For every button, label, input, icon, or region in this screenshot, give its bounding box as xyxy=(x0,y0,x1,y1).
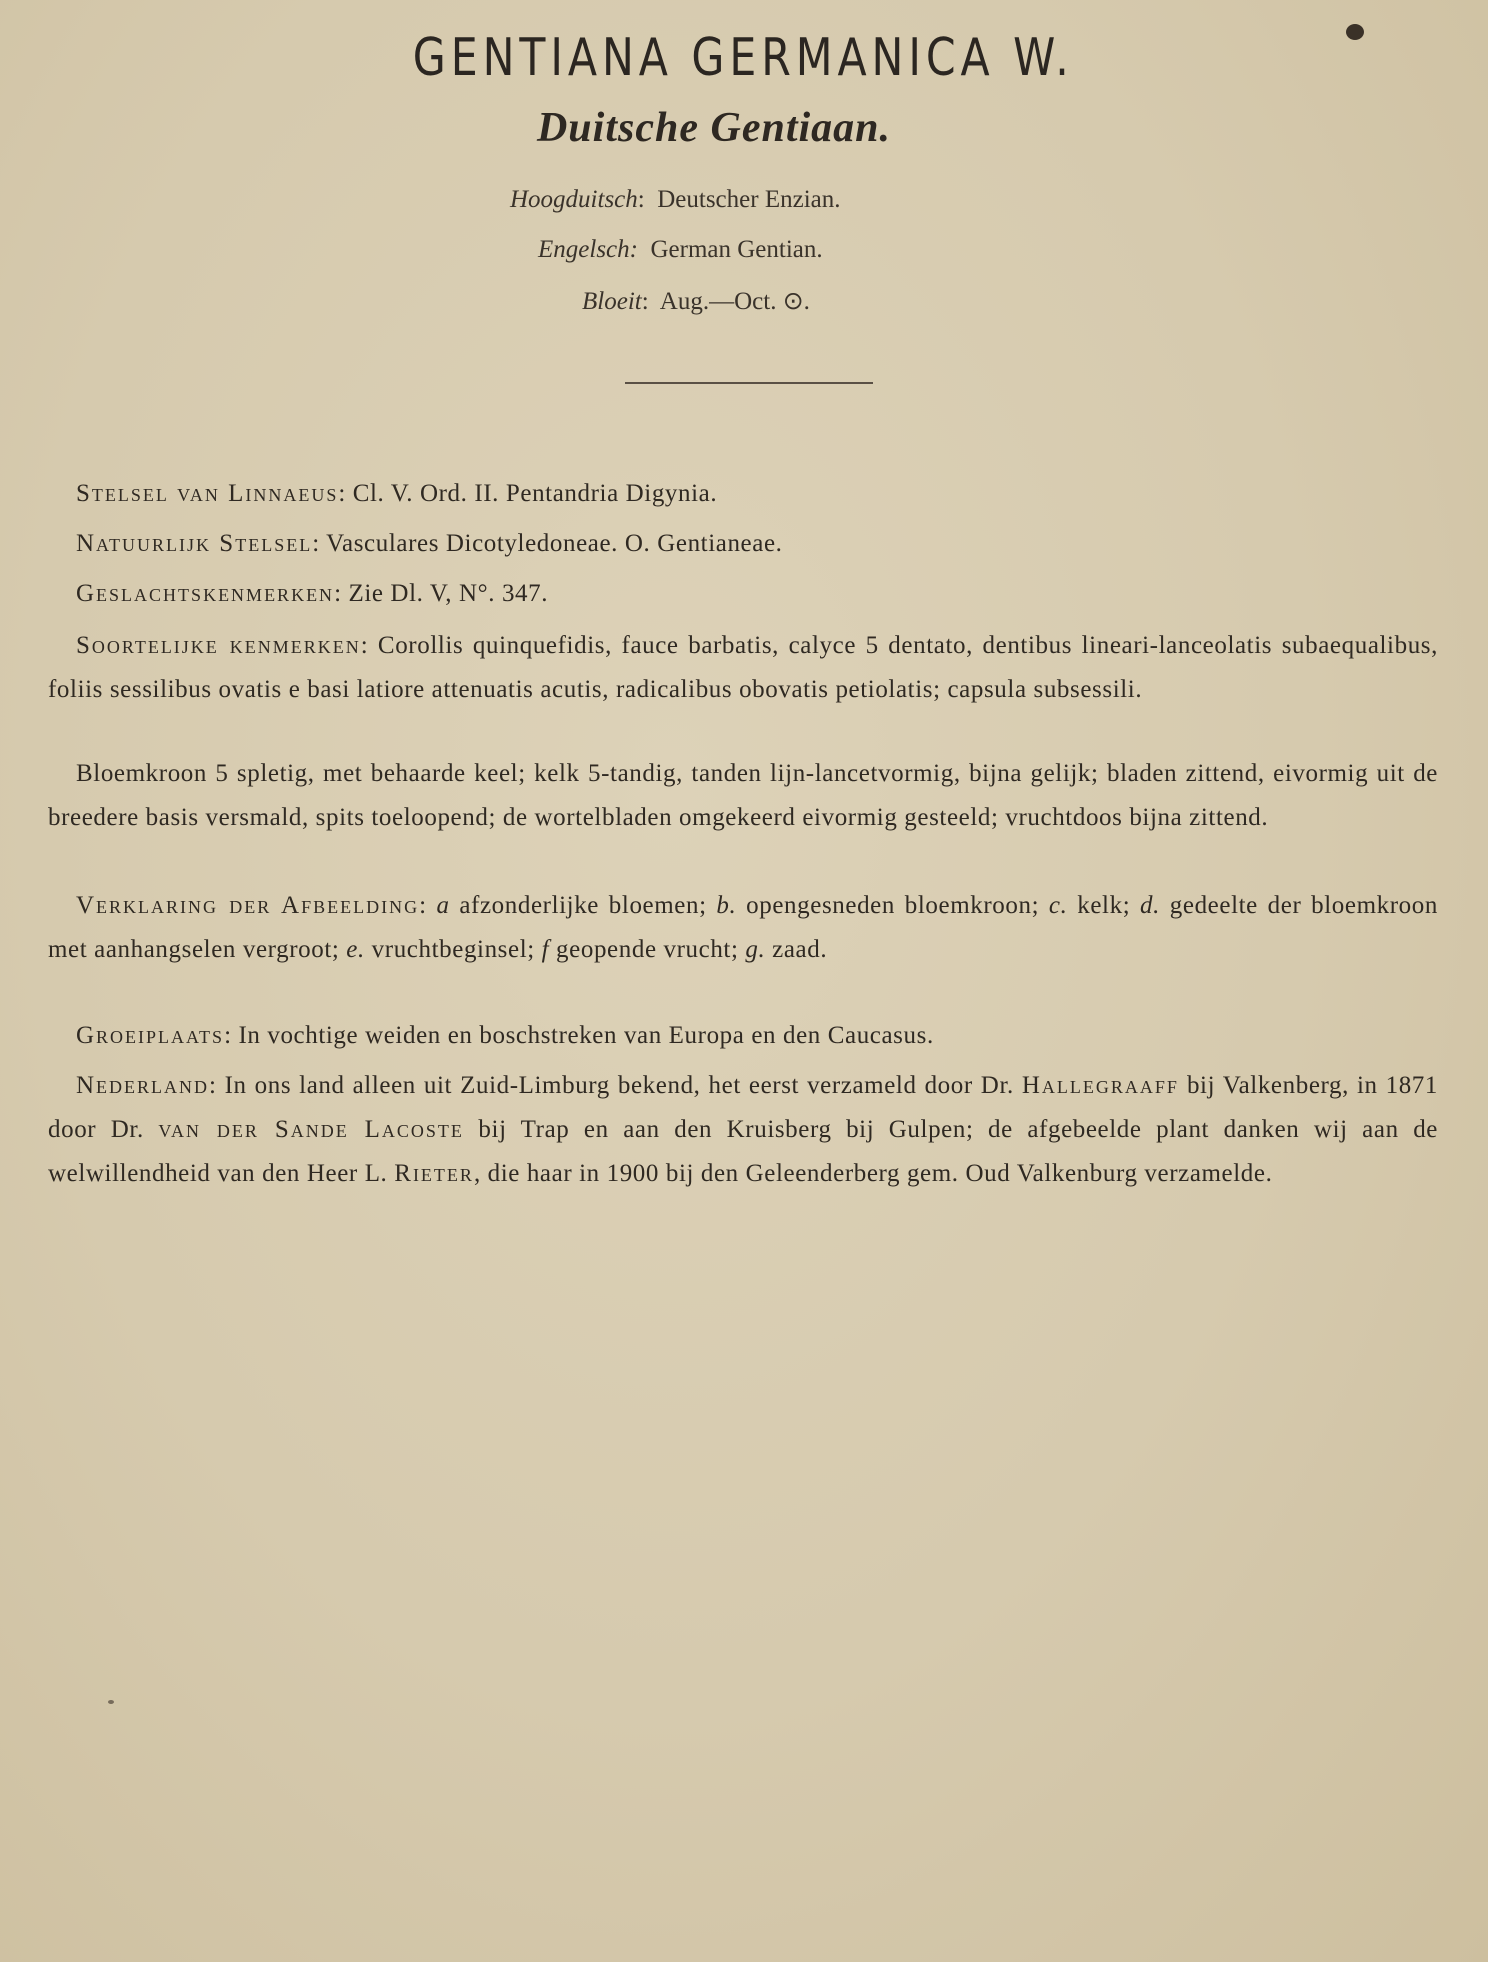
verklaring-letter-c: c. xyxy=(1048,892,1068,919)
name-value-english: German Gentian. xyxy=(650,236,823,263)
nederland-text-4: , die haar in 1900 bij den Geleenderberg gem. Oud Valkenburg verzamelde. xyxy=(473,1160,1273,1187)
label-groeiplaats: Groeiplaats xyxy=(76,1022,225,1049)
ink-speck xyxy=(108,1700,114,1704)
verklaring-text-6: vruchtbeginsel; xyxy=(364,936,542,963)
verklaring-text-4: kelk; xyxy=(1067,892,1141,919)
page-title: GENTIANA GERMANICA W. xyxy=(412,28,1074,88)
name-label-bloom: Bloeit xyxy=(582,288,642,315)
para-geslachtskenmerken xyxy=(48,572,1438,616)
verklaring-letter-e: e. xyxy=(346,936,365,963)
label-nederland: Nederland xyxy=(76,1072,210,1099)
para-nederland xyxy=(48,1064,1438,1196)
text-soortelijke-kenmerken: : Corollis quinquefidis, fauce barbatis, calyce 5 dentato, dentibus lineari-lanceolatis subaequalibus, foliis sessilibus ovatis e basi latiore attenuatis acutis, radicalibus obovatis petiolatis; capsula subsessili. xyxy=(48,632,1438,703)
verklaring-letter-a: a xyxy=(436,892,450,919)
text-natuurlijk-stelsel: : Vasculares Dicotyledoneae. O. Gentianeae. xyxy=(312,530,783,557)
verklaring-text-7: geopende vrucht; xyxy=(549,936,746,963)
text-geslachtskenmerken: : Zie Dl. V, N°. 347. xyxy=(334,580,549,607)
nederland-text-1: : In ons land alleen uit Zuid-Limburg bekend, het eerst verzameld door Dr. xyxy=(209,1072,1022,1099)
nederland-text-2: bij Valkenberg, in 1871 door Dr. xyxy=(48,1072,1439,1143)
name-value-bloom: Aug.—Oct. ⊙. xyxy=(659,288,810,315)
ink-spot xyxy=(1346,24,1364,40)
name-value-german: Deutscher Enzian. xyxy=(657,186,841,213)
label-natuurlijk-stelsel: Natuurlijk Stelsel xyxy=(76,530,313,557)
text-groeiplaats: : In vochtige weiden en boschstreken van Europa en den Caucasus. xyxy=(224,1022,934,1049)
verklaring-letter-d: d. xyxy=(1140,892,1160,919)
label-soortelijke-kenmerken: Soortelijke kenmerken xyxy=(76,632,361,659)
page-subtitle: Duitsche Gentiaan. xyxy=(536,105,892,151)
nederland-name-hallegraaff: Hallegraaff xyxy=(1021,1072,1179,1099)
para-bloemkroon: Bloemkroon 5 spletig, met behaarde keel; kelk 5-tandig, tanden lijn-lancetvormig, bijna gelijk; bladen zittend, eivormig uit de breedere basis versmald, spits toeloopend; de wortelbladen omgekeerd eivormig gesteeld; vruchtdoos bijna zittend. xyxy=(48,760,1438,831)
nederland-name-rieter: Rieter xyxy=(394,1160,474,1187)
verklaring-text-5: gedeelte der bloemkroon met aanhangselen vergroot; xyxy=(48,892,1438,963)
verklaring-text-3: opengesneden bloemkroon; xyxy=(736,892,1049,919)
label-stelsel-linnaeus: Stelsel van Linnaeus xyxy=(76,480,339,507)
para-stelsel-linnaeus xyxy=(48,472,1438,516)
label-geslachtskenmerken: Geslachtskenmerken xyxy=(76,580,335,607)
label-verklaring: Verklaring der Afbeelding xyxy=(76,892,420,919)
verklaring-letter-b: b. xyxy=(716,892,737,919)
para-verklaring xyxy=(48,884,1438,972)
verklaring-text-2: afzonderlijke bloemen; xyxy=(449,892,717,919)
name-row-bloom xyxy=(582,286,810,316)
text-stelsel-linnaeus: : Cl. V. Ord. II. Pentandria Digynia. xyxy=(338,480,718,507)
name-sep-bloom: : xyxy=(641,288,649,315)
verklaring-letter-f: f xyxy=(541,936,550,963)
para-groeiplaats xyxy=(48,1014,1438,1058)
divider-rule xyxy=(625,382,873,384)
name-row-english xyxy=(538,236,823,264)
para-soortelijke-kenmerken xyxy=(48,624,1438,712)
nederland-name-lacoste: van der Sande Lacoste xyxy=(158,1116,464,1143)
name-row-german xyxy=(510,186,841,214)
verklaring-text-1: : xyxy=(419,892,437,919)
name-label-german: Hoogduitsch xyxy=(510,186,638,213)
para-natuurlijk-stelsel xyxy=(48,522,1438,566)
name-sep-german: : xyxy=(637,186,645,213)
verklaring-text-8: zaad. xyxy=(765,936,828,963)
verklaring-letter-g: g. xyxy=(745,936,766,963)
nederland-text-3: bij Trap en aan den Kruisberg bij Gulpen; de afgebeelde plant danken wij aan de welwillendheid van den Heer L. xyxy=(48,1116,1438,1187)
name-label-english: Engelsch: xyxy=(538,236,638,263)
